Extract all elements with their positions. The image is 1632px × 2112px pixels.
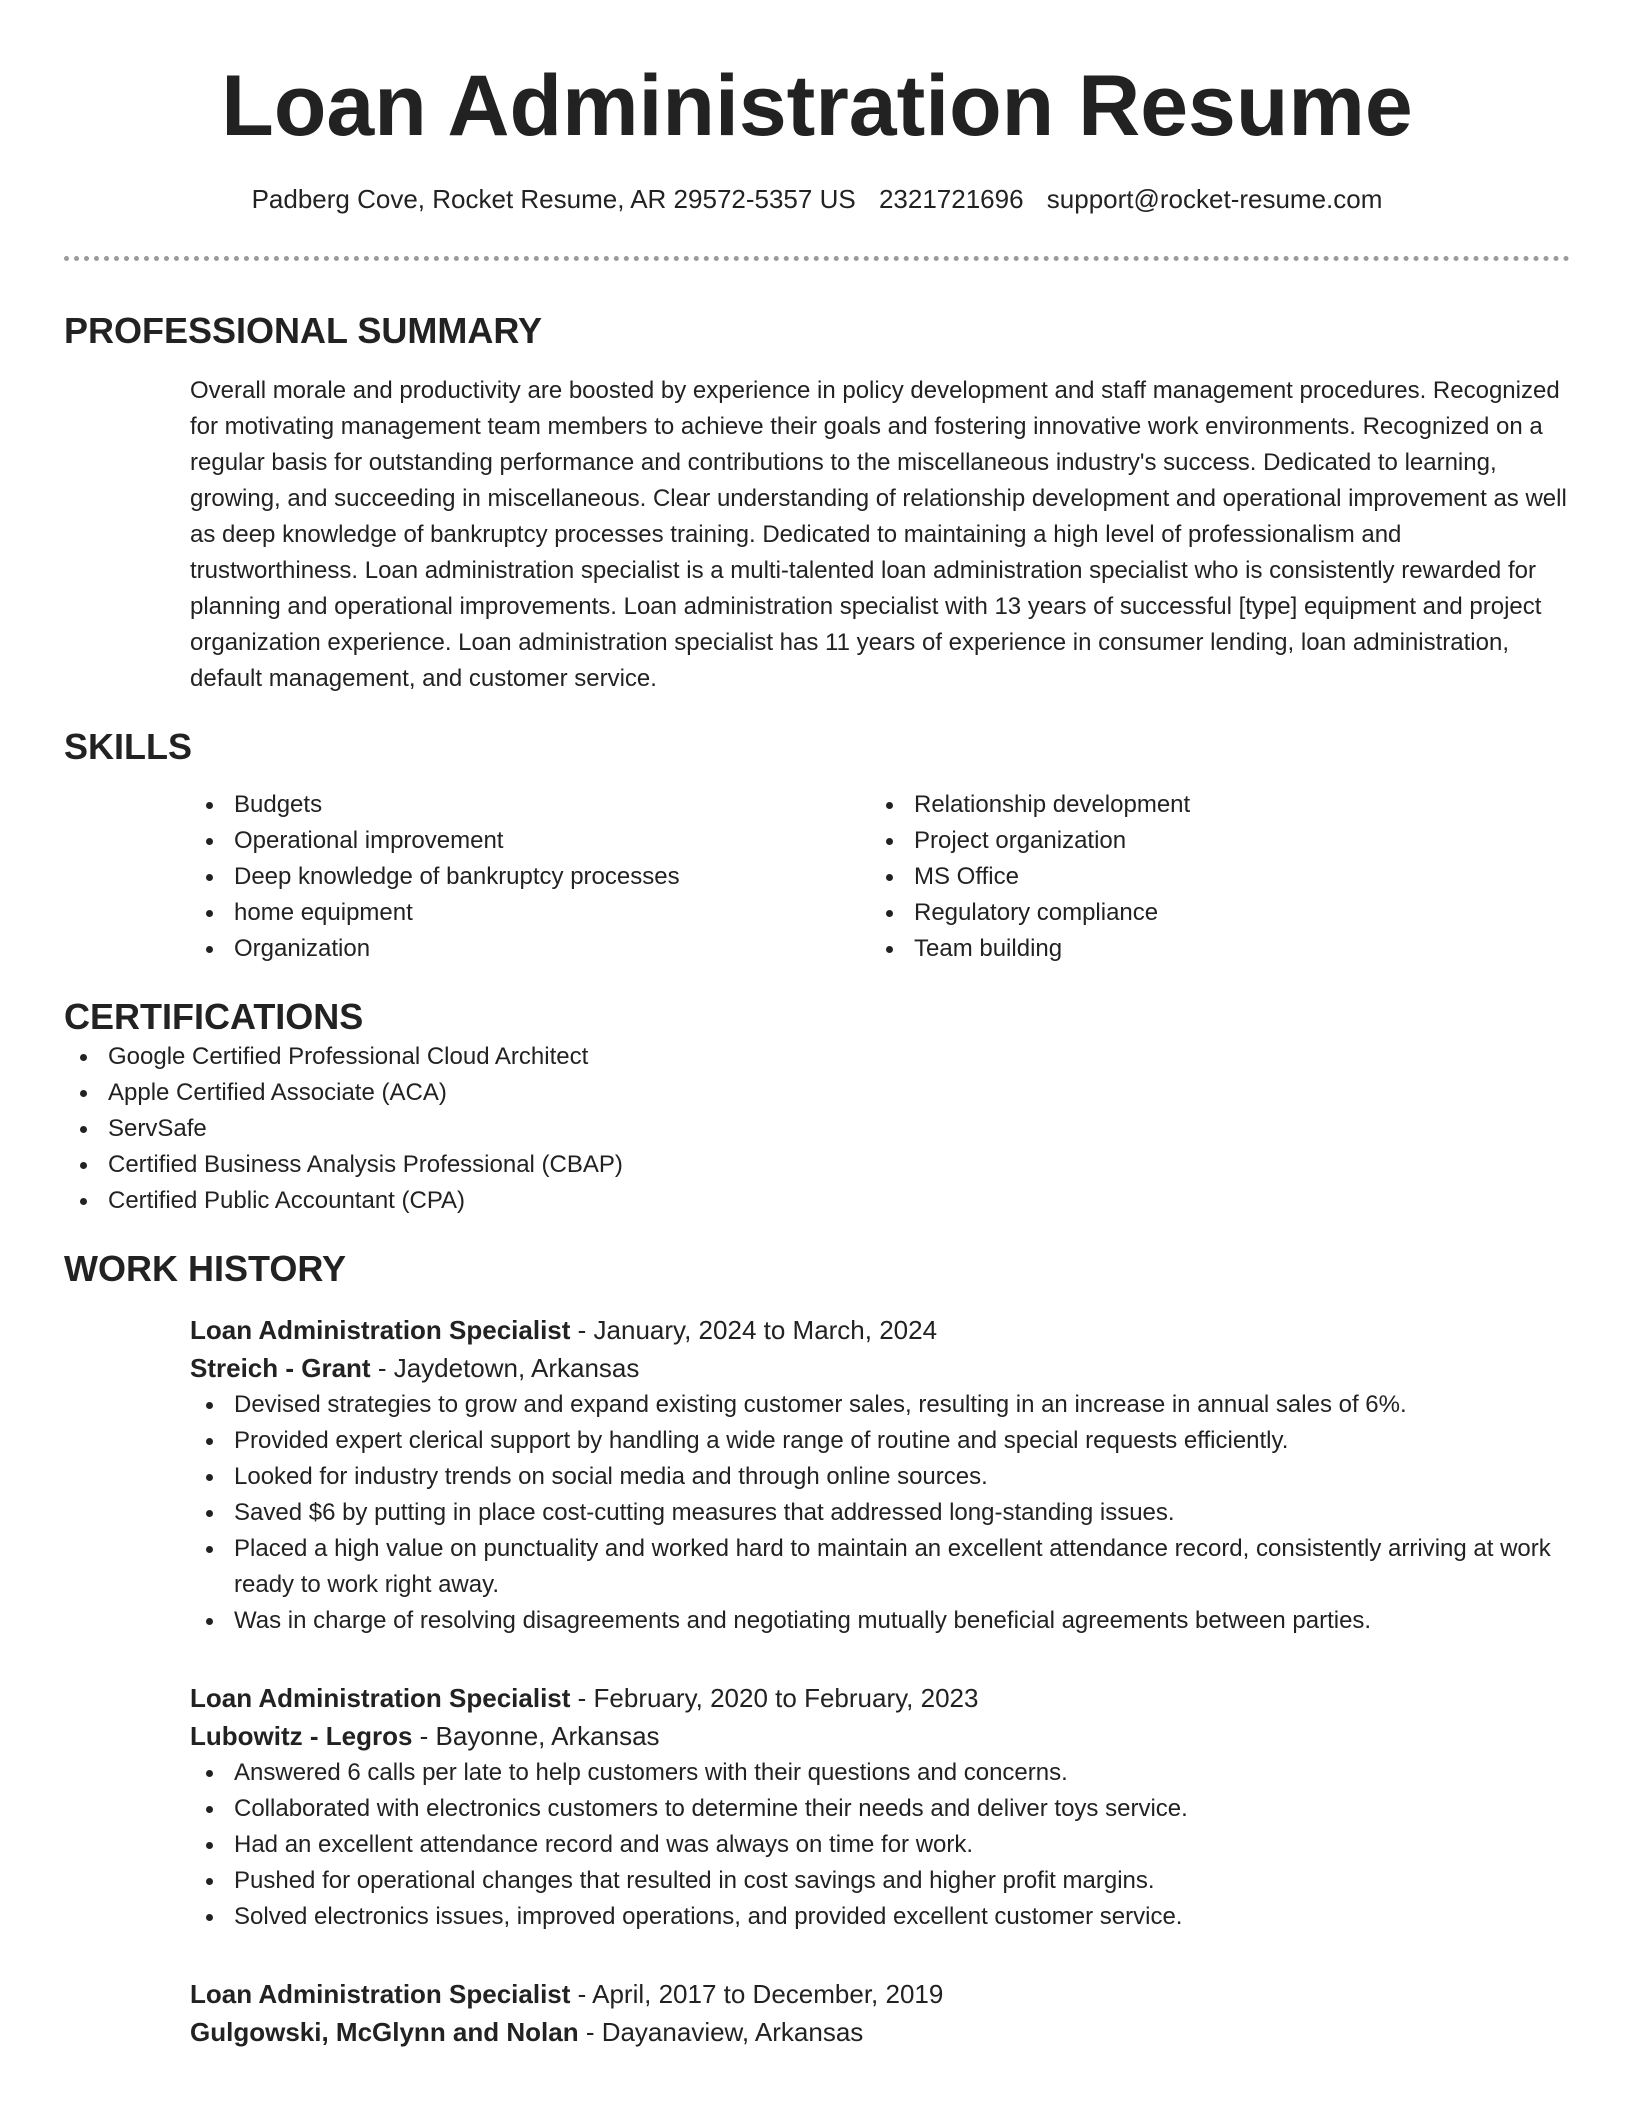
skills-column-left (190, 787, 870, 967)
skill-item: Team building (870, 931, 1550, 967)
skills-column-right (870, 787, 1550, 967)
job-duty-item: Devised strategies to grow and expand existing customer sales, resulting in an increase in annual sales of 6%. (190, 1387, 1570, 1423)
summary-heading: PROFESSIONAL SUMMARY (64, 310, 543, 351)
job-location: - Jaydetown, Arkansas (370, 1353, 640, 1383)
header-divider (64, 256, 1570, 261)
work-history-heading: WORK HISTORY (64, 1248, 347, 1289)
job-company: Lubowitz - Legros (190, 1721, 413, 1751)
job-entry (190, 1311, 1570, 1639)
job-dates: - January, 2024 to March, 2024 (570, 1315, 938, 1345)
job-duties-list (190, 1387, 1570, 1639)
job-title-line (190, 1975, 1570, 2013)
job-duty-item: Looked for industry trends on social media and through online sources. (190, 1459, 1570, 1495)
summary-text: Overall morale and productivity are boosted by experience in policy development and staff management procedures. Recognized for motivating management team members to achieve their goals and fostering innovative work environments. Recognized on a regular basis for outstanding performance and contributions to the miscellaneous industry's success. Dedicated to learning, growing, and succeeding in miscellaneous. Clear understanding of relationship development and operational improvement as well as deep knowledge of bankruptcy processes training. Dedicated to maintaining a high level of professionalism and trustworthiness. Loan administration specialist is a multi-talented loan administration specialist who is consistently rewarded for planning and operational improvements. Loan administration specialist with 13 years of successful [type] equipment and project organization experience. Loan administration specialist has 11 years of experience in consumer lending, loan administration, default management, and customer service. (190, 377, 1567, 692)
job-duty-item: Provided expert clerical support by handling a wide range of routine and special requests efficiently. (190, 1423, 1570, 1459)
skill-item: Project organization (870, 823, 1550, 859)
contact-line (64, 182, 1570, 216)
job-dates: - April, 2017 to December, 2019 (570, 1979, 944, 2009)
job-location: - Bayonne, Arkansas (412, 1721, 660, 1751)
certification-item: Certified Public Accountant (CPA) (64, 1183, 1570, 1219)
job-duty-item: Placed a high value on punctuality and worked hard to maintain an excellent attendance record, consistently arriving at work ready to work right away. (190, 1531, 1570, 1603)
skill-item: home equipment (190, 895, 870, 931)
email-text: support@rocket-resume.com (1046, 184, 1383, 214)
phone-text: 2321721696 (878, 184, 1024, 214)
job-company-line (190, 1349, 1570, 1387)
address-text: Padberg Cove, Rocket Resume, AR 29572-5357 US (251, 184, 856, 214)
skill-item: Budgets (190, 787, 870, 823)
job-duties-list (190, 1755, 1570, 1935)
job-duty-item: Had an excellent attendance record and was always on time for work. (190, 1827, 1570, 1863)
job-title-line (190, 1311, 1570, 1349)
job-role: Loan Administration Specialist (190, 1979, 571, 2009)
certification-item: ServSafe (64, 1111, 1570, 1147)
skill-item: Organization (190, 931, 870, 967)
certifications-list (64, 1039, 1570, 1219)
job-duty-item: Pushed for operational changes that resulted in cost savings and higher profit margins. (190, 1863, 1570, 1899)
skills-heading: SKILLS (64, 726, 193, 767)
resume-page (64, 0, 1570, 2051)
job-dates: - February, 2020 to February, 2023 (570, 1683, 979, 1713)
job-entry (190, 1975, 1570, 2051)
skills-list-right (870, 787, 1550, 967)
job-duty-item: Was in charge of resolving disagreements and negotiating mutually beneficial agreements between parties. (190, 1603, 1570, 1639)
skill-item: Relationship development (870, 787, 1550, 823)
skill-item: Deep knowledge of bankruptcy processes (190, 859, 870, 895)
job-company: Gulgowski, McGlynn and Nolan (190, 2017, 579, 2047)
certification-item: Certified Business Analysis Professional (CBAP) (64, 1147, 1570, 1183)
job-title-line (190, 1679, 1570, 1717)
job-location: - Dayanaview, Arkansas (578, 2017, 864, 2047)
skill-item: MS Office (870, 859, 1550, 895)
job-entry (190, 1679, 1570, 1935)
job-company-line (190, 1717, 1570, 1755)
certification-item: Apple Certified Associate (ACA) (64, 1075, 1570, 1111)
resume-title: Loan Administration Resume (221, 58, 1413, 154)
job-company: Streich - Grant (190, 1353, 371, 1383)
skill-item: Regulatory compliance (870, 895, 1550, 931)
skills-list-left (190, 787, 870, 967)
skill-item: Operational improvement (190, 823, 870, 859)
certification-item: Google Certified Professional Cloud Architect (64, 1039, 1570, 1075)
job-duty-item: Collaborated with electronics customers to determine their needs and deliver toys service. (190, 1791, 1570, 1827)
skills-grid (190, 787, 1570, 967)
job-duty-item: Solved electronics issues, improved operations, and provided excellent customer service. (190, 1899, 1570, 1935)
certifications-heading: CERTIFICATIONS (64, 996, 364, 1037)
job-role: Loan Administration Specialist (190, 1315, 571, 1345)
job-duty-item: Answered 6 calls per late to help customers with their questions and concerns. (190, 1755, 1570, 1791)
job-role: Loan Administration Specialist (190, 1683, 571, 1713)
job-duty-item: Saved $6 by putting in place cost-cutting measures that addressed long-standing issues. (190, 1495, 1570, 1531)
job-company-line (190, 2013, 1570, 2051)
